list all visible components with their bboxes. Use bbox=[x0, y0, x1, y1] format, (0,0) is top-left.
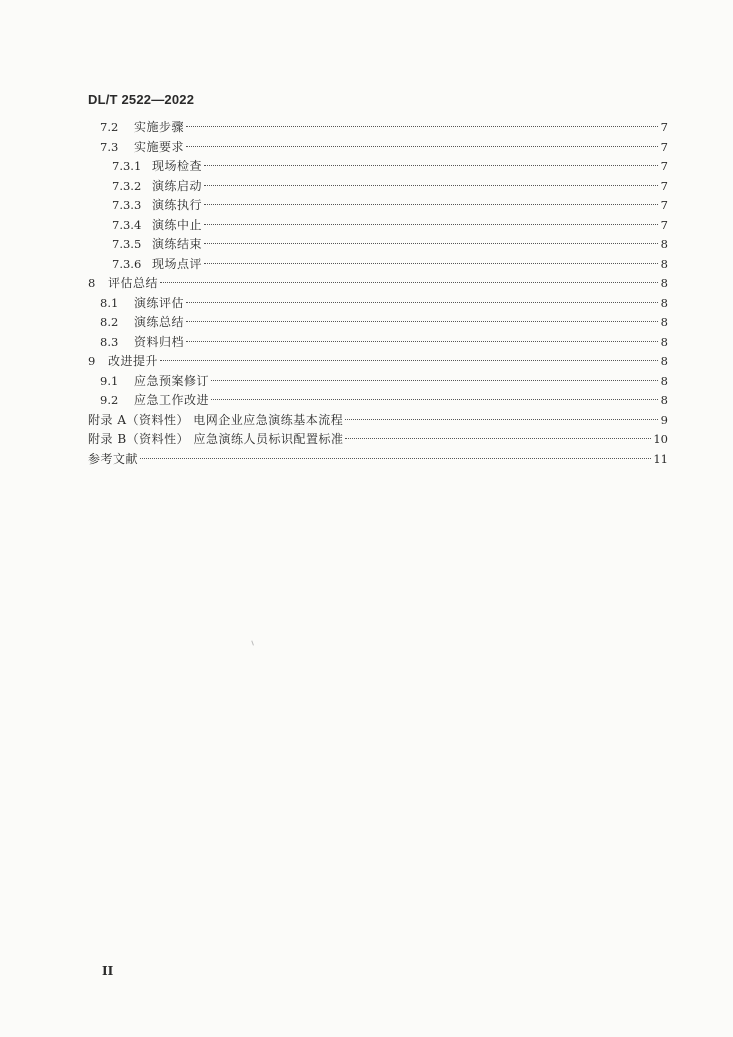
toc-entry[interactable] bbox=[88, 294, 668, 314]
dot-leader bbox=[186, 146, 658, 147]
toc-entry[interactable] bbox=[88, 235, 668, 255]
toc-entry-page: 8 bbox=[660, 315, 668, 329]
toc-entry[interactable] bbox=[88, 138, 668, 158]
toc-entry[interactable] bbox=[88, 430, 668, 450]
toc-entry-page: 10 bbox=[653, 432, 668, 446]
toc-entry-page: 7 bbox=[660, 159, 668, 173]
toc-entry-title: 参考文献 bbox=[88, 451, 139, 466]
toc-entry[interactable] bbox=[88, 352, 668, 372]
page-number: II bbox=[102, 964, 114, 978]
toc-entry-title: 资料归档 bbox=[134, 334, 185, 349]
dot-leader bbox=[211, 380, 658, 381]
toc-entry-page: 8 bbox=[660, 373, 668, 388]
toc-entry-number: 9.1 bbox=[100, 373, 119, 388]
toc-entry-title: 应急预案修订 bbox=[134, 373, 210, 388]
toc-entry-title: 实施步骤 bbox=[134, 120, 185, 134]
toc-entry-number: 7.2 bbox=[100, 120, 119, 134]
dot-leader bbox=[204, 263, 658, 264]
toc-entry-title: 改进提升 bbox=[108, 354, 159, 368]
dot-leader bbox=[204, 204, 658, 205]
toc-entry-page: 7 bbox=[660, 178, 668, 193]
toc-entry[interactable] bbox=[88, 391, 668, 411]
toc-entry-page: 7 bbox=[660, 217, 668, 232]
toc-entry-page: 8 bbox=[660, 256, 668, 271]
toc-entry-page: 7 bbox=[660, 139, 668, 154]
toc-entry-title: 演练评估 bbox=[134, 295, 185, 310]
toc-entry-title: 现场点评 bbox=[152, 256, 203, 271]
toc-entry-page: 8 bbox=[660, 354, 668, 368]
toc-entry[interactable] bbox=[88, 411, 668, 431]
toc-entry-page: 8 bbox=[660, 276, 668, 290]
toc-entry-title: 评估总结 bbox=[108, 276, 159, 290]
toc-entry-page: 8 bbox=[660, 295, 668, 310]
toc-entry[interactable] bbox=[88, 118, 668, 138]
toc-entry-number: 7.3.6 bbox=[112, 256, 142, 271]
dot-leader bbox=[211, 399, 658, 400]
toc-entry-title: 实施要求 bbox=[134, 139, 185, 154]
dot-leader bbox=[186, 321, 658, 322]
dot-leader bbox=[140, 458, 651, 459]
toc-entry-title: 演练执行 bbox=[152, 198, 203, 212]
dot-leader bbox=[186, 126, 658, 127]
toc-entry[interactable] bbox=[88, 177, 668, 197]
toc-entry-title: 演练结束 bbox=[152, 237, 203, 251]
dot-leader bbox=[345, 438, 651, 439]
toc-entry-title: 演练启动 bbox=[152, 178, 203, 193]
toc-entry-title: 附录 A（资料性） 电网企业应急演练基本流程 bbox=[88, 412, 344, 427]
toc-entry[interactable] bbox=[88, 157, 668, 177]
toc-entry[interactable] bbox=[88, 450, 668, 470]
toc-entry-number: 7.3 bbox=[100, 139, 119, 154]
table-of-contents bbox=[88, 118, 668, 469]
toc-entry-number: 7.3.2 bbox=[112, 178, 142, 193]
toc-entry-page: 11 bbox=[653, 451, 668, 466]
toc-entry-page: 9 bbox=[660, 412, 668, 427]
dot-leader bbox=[160, 282, 658, 283]
toc-entry-number: 7.3.3 bbox=[112, 198, 142, 212]
dot-leader bbox=[160, 360, 658, 361]
toc-entry[interactable] bbox=[88, 333, 668, 353]
paper-speck bbox=[251, 639, 256, 645]
toc-entry-number: 9 bbox=[88, 354, 96, 368]
toc-entry[interactable] bbox=[88, 372, 668, 392]
toc-entry-page: 7 bbox=[660, 198, 668, 212]
dot-leader bbox=[204, 243, 658, 244]
dot-leader bbox=[204, 165, 658, 166]
toc-entry-page: 8 bbox=[660, 393, 668, 407]
toc-entry-title: 附录 B（资料性） 应急演练人员标识配置标准 bbox=[88, 432, 344, 446]
toc-entry-title: 演练中止 bbox=[152, 217, 203, 232]
toc-entry-number: 8.1 bbox=[100, 295, 119, 310]
toc-entry-number: 8 bbox=[88, 276, 96, 290]
toc-entry-number: 7.3.4 bbox=[112, 217, 142, 232]
toc-entry[interactable] bbox=[88, 313, 668, 333]
toc-entry[interactable] bbox=[88, 216, 668, 236]
dot-leader bbox=[186, 341, 658, 342]
standard-code-header: DL/T 2522—2022 bbox=[88, 92, 195, 107]
toc-entry-title: 应急工作改进 bbox=[134, 393, 210, 407]
toc-entry-number: 8.2 bbox=[100, 315, 119, 329]
dot-leader bbox=[204, 185, 658, 186]
toc-entry-title: 演练总结 bbox=[134, 315, 185, 329]
toc-entry-number: 8.3 bbox=[100, 334, 119, 349]
dot-leader bbox=[345, 419, 658, 420]
toc-entry-number: 7.3.5 bbox=[112, 237, 142, 251]
dot-leader bbox=[204, 224, 658, 225]
toc-entry[interactable] bbox=[88, 274, 668, 294]
toc-entry[interactable] bbox=[88, 255, 668, 275]
toc-entry-number: 9.2 bbox=[100, 393, 119, 407]
dot-leader bbox=[186, 302, 658, 303]
toc-entry-title: 现场检查 bbox=[152, 159, 203, 173]
toc-entry-page: 7 bbox=[660, 120, 668, 134]
toc-entry-number: 7.3.1 bbox=[112, 159, 142, 173]
toc-entry-page: 8 bbox=[660, 237, 668, 251]
toc-entry[interactable] bbox=[88, 196, 668, 216]
toc-entry-page: 8 bbox=[660, 334, 668, 349]
